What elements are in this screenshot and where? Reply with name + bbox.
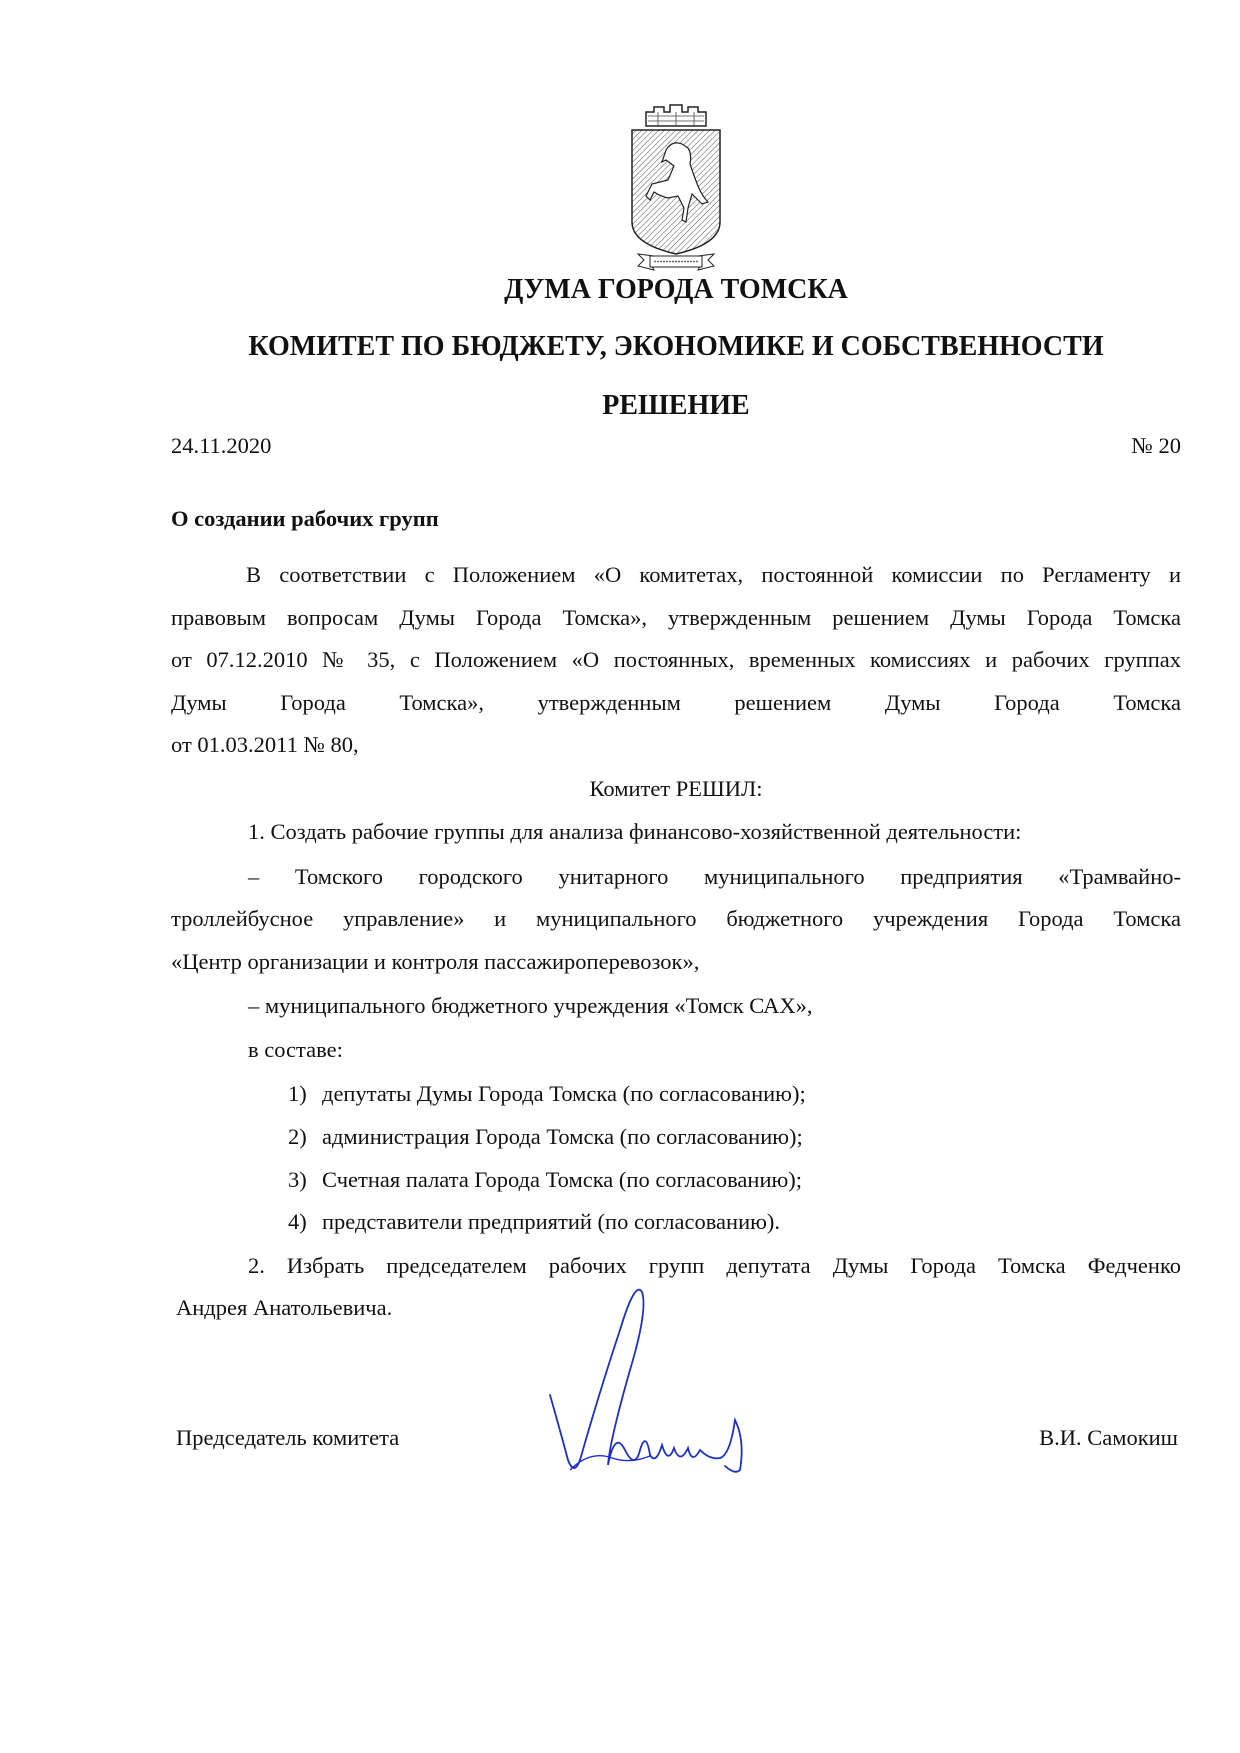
member-text: Счетная палата Города Томска (по согласованию); xyxy=(322,1167,803,1192)
committee-name: КОМИТЕТ ПО БЮДЖЕТУ, ЭКОНОМИКЕ И СОБСТВЕННОСТИ xyxy=(248,331,1104,362)
signatory-position: Председатель комитета xyxy=(176,1425,400,1450)
document-date: 24.11.2020 xyxy=(171,433,272,458)
item-1: 1. Создать рабочие группы для анализа финансово-хозяйственной деятельности: xyxy=(248,819,1022,844)
member-number: 1) xyxy=(288,1081,307,1106)
item-1-dash-2: – муниципального бюджетного учреждения «Томск САХ», xyxy=(248,993,813,1018)
preamble-line: правовым вопросам Думы Города Томска», утвержденным решением Думы Города Томска xyxy=(171,605,1181,630)
signatory-name: В.И. Самокиш xyxy=(1039,1425,1178,1450)
organization-name: ДУМА ГОРОДА ТОМСКА xyxy=(504,274,848,305)
document-type: РЕШЕНИЕ xyxy=(602,390,750,421)
resolved-heading: Комитет РЕШИЛ: xyxy=(589,776,763,801)
item-1-dash-1: «Центр организации и контроля пассажироперевозок», xyxy=(171,949,700,974)
member-text: депутаты Думы Города Томска (по согласованию); xyxy=(322,1081,806,1106)
item-1-dash-1: – Томского городского унитарного муниципального предприятия «Трамвайно- xyxy=(248,864,1181,889)
document-title: О создании рабочих групп xyxy=(171,506,439,531)
preamble-line: Думы Города Томска», утвержденным решением Думы Города Томска xyxy=(171,690,1181,715)
member-text: представители предприятий (по согласованию). xyxy=(322,1209,781,1234)
member-number: 3) xyxy=(288,1167,307,1192)
item-1-dash-1: троллейбусное управление» и муниципального бюджетного учреждения Города Томска xyxy=(171,906,1181,931)
composition-label: в составе: xyxy=(248,1037,343,1062)
document-number: № 20 xyxy=(1131,433,1181,458)
member-number: 2) xyxy=(288,1124,307,1149)
item-2: Андрея Анатольевича. xyxy=(176,1295,393,1320)
item-2: 2. Избрать председателем рабочих групп депутата Думы Города Томска Федченко xyxy=(248,1253,1181,1278)
preamble-line: от 07.12.2010 № 35, с Положением «О постоянных, временных комиссиях и рабочих группах xyxy=(171,647,1181,672)
handwritten-signature xyxy=(540,1280,755,1485)
coat-of-arms-emblem xyxy=(628,104,724,276)
preamble-line: от 01.03.2011 № 80, xyxy=(171,732,359,757)
member-text: администрация Города Томска (по согласованию); xyxy=(322,1124,803,1149)
member-number: 4) xyxy=(288,1209,307,1234)
preamble-line: В соответствии с Положением «О комитетах, постоянной комиссии по Регламенту и xyxy=(246,562,1181,587)
